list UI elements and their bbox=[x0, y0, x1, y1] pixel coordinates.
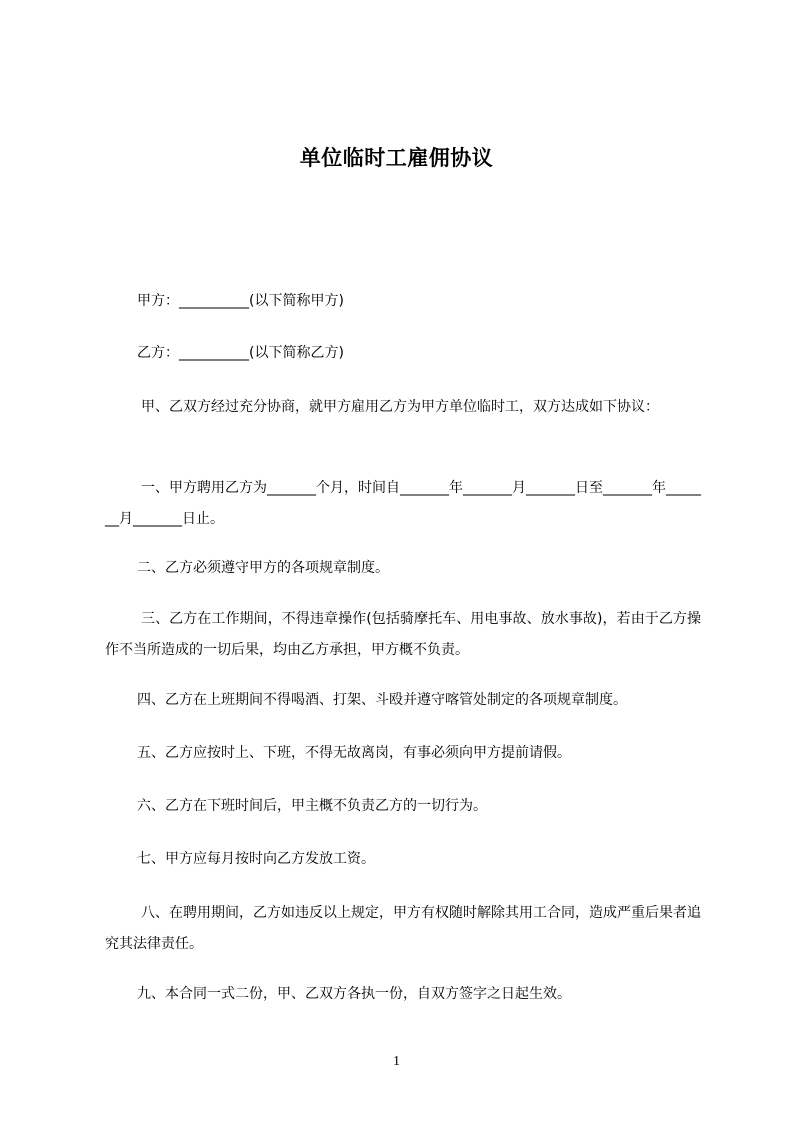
clause-6: 六、乙方在下班时间后，甲主概不负责乙方的一切行为。 bbox=[137, 798, 487, 814]
party-b-line: 乙方：__________(以下简称乙方) bbox=[137, 345, 344, 361]
clause-7: 七、甲方应每月按时向乙方发放工资。 bbox=[137, 851, 375, 867]
intro-paragraph: 甲、乙双方经过充分协商，就甲方雇用乙方为甲方单位临时工，双方达成如下协议： bbox=[141, 399, 659, 415]
party-a-line: 甲方：__________(以下简称甲方) bbox=[137, 293, 344, 309]
clause-2: 二、乙方必须遵守甲方的各项规章制度。 bbox=[137, 560, 389, 576]
document-title: 单位临时工雇佣协议 bbox=[299, 146, 494, 170]
page-number: 1 bbox=[393, 1054, 400, 1069]
clause-3: 三、乙方在工作期间，不得违章操作(包括骑摩托车、用电事故、放水事故)，若由于乙方操作不当所造成的一切后果，均由乙方承担，甲方概不负责。 bbox=[105, 611, 701, 658]
clause-1: 一、甲方聘用乙方为_______个月，时间自_______年_______月_______日至_______年_______月_______日止。 bbox=[105, 480, 701, 527]
clause-4: 四、乙方在上班期间不得喝酒、打架、斗殴并遵守喀管处制定的各项规章制度。 bbox=[137, 692, 627, 708]
clause-9: 九、本合同一式二份，甲、乙双方各执一份，自双方签字之日起生效。 bbox=[137, 986, 571, 1002]
clause-5: 五、乙方应按时上、下班，不得无故离岗，有事必须向甲方提前请假。 bbox=[137, 745, 571, 761]
clause-8: 八、在聘用期间，乙方如违反以上规定，甲方有权随时解除其用工合同，造成严重后果者追究其法律责任。 bbox=[105, 905, 701, 952]
